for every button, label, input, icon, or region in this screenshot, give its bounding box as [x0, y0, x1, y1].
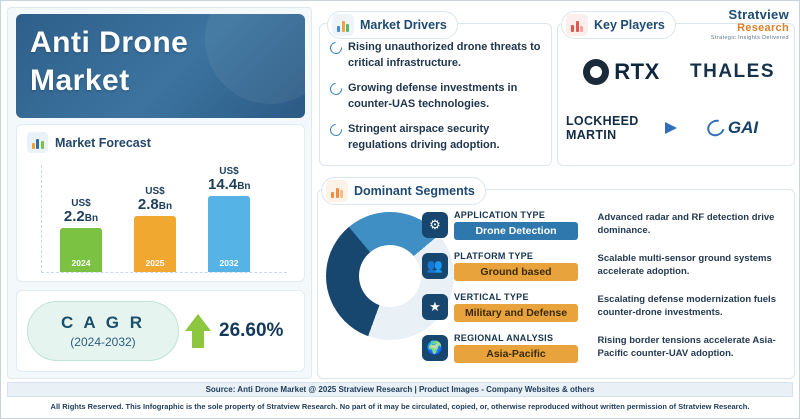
- segment-value: Ground based: [454, 263, 578, 281]
- bar-2024: [60, 228, 102, 272]
- rights-bar: All Rights Reserved. This Infographic is the sole property of Stratview Research. No part of it may be circulated, copied, or, otherwise reproduced without written permission of Stratview Research.: [50, 402, 750, 411]
- refresh-bullet-icon: [328, 40, 345, 57]
- cagr-card: [16, 290, 305, 372]
- segment-type: APPLICATION TYPE: [454, 210, 546, 220]
- segment-description: Escalating defense modernization fuels counter-drone investments.: [597, 294, 776, 318]
- bar-chart-icon: [326, 180, 348, 202]
- driver-text: Stringent airspace security regulations driving adoption.: [348, 123, 500, 152]
- brand-tagline: Strategic Insights Delivered: [710, 35, 789, 41]
- bar-group-2025: [134, 187, 176, 272]
- logo-gai: [707, 118, 758, 138]
- page-title: Anti Drone Market: [30, 26, 189, 97]
- key-players-grid: [566, 44, 788, 156]
- bar-value-2025: US$ 2.8Bn: [137, 185, 173, 214]
- bar-chart-icon: [332, 14, 354, 36]
- cagr-label: C A G R: [61, 313, 145, 332]
- segments-list: [422, 206, 790, 370]
- left-panel: [7, 7, 312, 379]
- shield-icon: ★: [422, 294, 448, 320]
- bar-2032: [208, 196, 250, 272]
- bar-chart-icon: [27, 132, 48, 153]
- up-arrow-icon: [185, 314, 211, 348]
- bar-value-2032: US$ 14.4Bn: [208, 165, 251, 194]
- market-drivers-header: [327, 11, 458, 39]
- bar-value-2024: US$ 2.2Bn: [63, 197, 99, 226]
- logo-rtx-text: RTX: [614, 59, 660, 84]
- key-players-title: Key Players: [594, 18, 665, 32]
- segment-row-regional: [422, 329, 790, 367]
- segment-type: REGIONAL ANALYSIS: [454, 333, 554, 343]
- segment-type: VERTICAL TYPE: [454, 292, 529, 302]
- bar-chart-icon: [566, 14, 588, 36]
- key-players-panel: [557, 23, 795, 166]
- title-block: [16, 14, 305, 118]
- lockheed-star-icon: [665, 122, 677, 134]
- market-drivers-title: Market Drivers: [360, 18, 447, 32]
- brand-logo: [711, 7, 789, 41]
- bar-group-2024: [60, 199, 102, 272]
- brand-sub: Research: [737, 22, 789, 34]
- source-bar: Source: Anti Drone Market @ 2025 Stratview Research | Product Images - Company Websites & others: [7, 382, 793, 397]
- market-drivers-panel: [319, 23, 552, 166]
- market-forecast-card: [16, 124, 305, 282]
- segment-row-application: [422, 206, 790, 244]
- segment-row-platform: [422, 247, 790, 285]
- segment-value: Drone Detection: [454, 222, 578, 240]
- logo-lockheed-martin: [566, 114, 677, 142]
- gear-icon: ⚙: [422, 212, 448, 238]
- people-icon: 👥: [422, 253, 448, 279]
- segment-description: Rising border tensions accelerate Asia-Pacific counter-UAV adoption.: [597, 335, 776, 359]
- cagr-value: 26.60%: [219, 320, 284, 341]
- driver-item: [330, 40, 541, 71]
- dominant-segments-header: [321, 177, 486, 205]
- brand-name: Stratview: [728, 7, 789, 22]
- driver-text: Rising unauthorized drone threats to critical infrastructure.: [348, 41, 541, 69]
- logo-rtx: [583, 59, 660, 85]
- segment-value: Asia-Pacific: [454, 345, 578, 363]
- segment-row-vertical: [422, 288, 790, 326]
- cagr-pill: [27, 301, 179, 361]
- logo-gai-text: GAI: [727, 118, 759, 137]
- segment-description: Advanced radar and RF detection drive dominance.: [597, 212, 775, 236]
- cagr-period: (2024-2032): [70, 335, 136, 349]
- driver-item: [330, 81, 541, 112]
- forecast-bar-chart: [41, 165, 287, 273]
- dominant-segments-panel: [317, 189, 795, 379]
- segment-value: Military and Defense: [454, 304, 578, 322]
- bar-2025: [134, 216, 176, 272]
- segment-type: PLATFORM TYPE: [454, 251, 534, 261]
- bar-label-2032: 2032: [219, 258, 239, 268]
- driver-text: Growing defense investments in counter-UAS technologies.: [348, 82, 518, 110]
- key-players-header: [561, 11, 676, 39]
- bar-group-2032: [208, 167, 250, 272]
- gai-swoosh-icon: [704, 117, 728, 140]
- logo-lockheed-text: LOCKHEED MARTIN: [566, 114, 639, 142]
- segment-description: Scalable multi-sensor ground systems accelerate adoption.: [597, 253, 772, 277]
- refresh-bullet-icon: [328, 122, 345, 139]
- dominant-segments-title: Dominant Segments: [354, 184, 475, 198]
- refresh-bullet-icon: [328, 81, 345, 98]
- bar-label-2025: 2025: [145, 258, 165, 268]
- market-forecast-header: [17, 125, 304, 153]
- logo-thales: THALES: [690, 61, 775, 82]
- market-forecast-title: Market Forecast: [55, 135, 151, 150]
- driver-item: [330, 122, 541, 153]
- rtx-mark-icon: [583, 59, 609, 85]
- globe-icon: 🌍: [422, 335, 448, 361]
- bar-label-2024: 2024: [71, 258, 91, 268]
